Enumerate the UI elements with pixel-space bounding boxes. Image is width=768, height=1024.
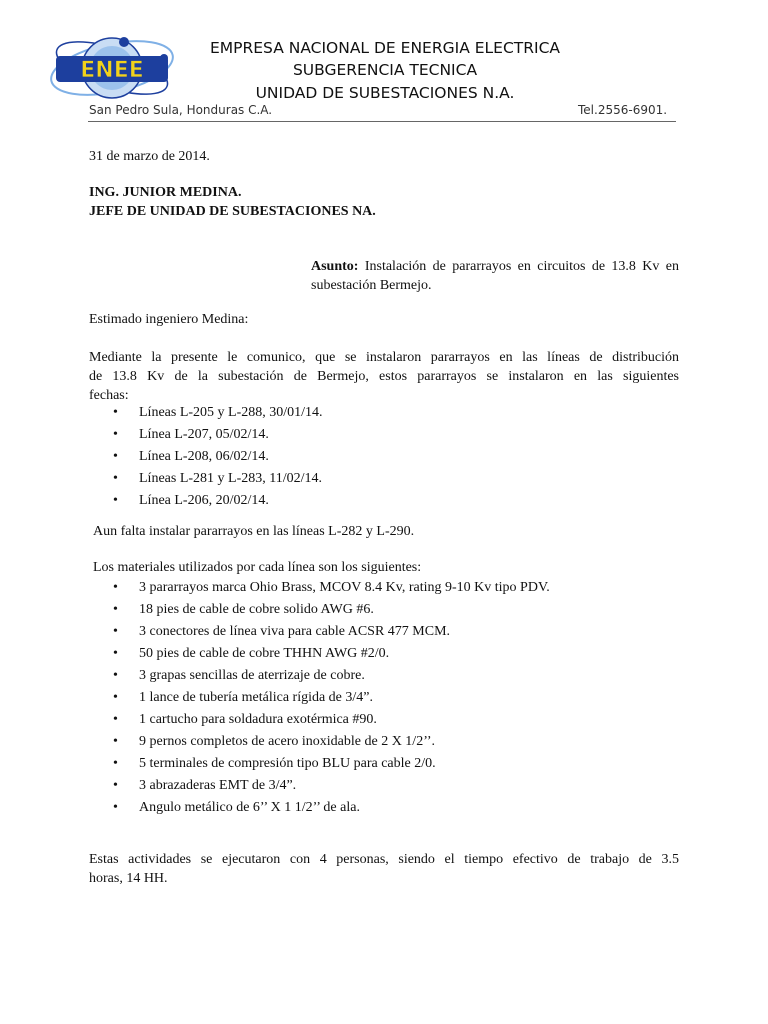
bullet-icon: • [113, 756, 118, 771]
location: San Pedro Sula, Honduras C.A. [89, 103, 273, 117]
bullet-icon: • [113, 449, 118, 464]
list-item: • Línea L-206, 20/02/14. [113, 490, 323, 512]
bullet-icon: • [113, 712, 118, 727]
bullet-icon: • [113, 668, 118, 683]
bullet-icon: • [113, 427, 118, 442]
bullet-icon: • [113, 602, 118, 617]
unit-name: UNIDAD DE SUBESTACIONES N.A. [255, 84, 515, 102]
intro-line-2: de 13.8 Kv de la subestación de Bermejo, estos pararrayos se instalaron en las siguientes [89, 369, 679, 384]
greeting: Estimado ingeniero Medina: [89, 312, 249, 327]
bullet-icon: • [113, 405, 118, 420]
list-item: • 3 grapas sencillas de aterrizaje de cobre. [113, 665, 550, 687]
bullet-icon: • [113, 624, 118, 639]
installations-list [113, 402, 323, 512]
pending-note: Aun falta instalar pararrayos en las líneas L-282 y L-290. [93, 524, 415, 539]
closing-line-2: horas, 14 HH. [89, 871, 168, 886]
letter-date: 31 de marzo de 2014. [89, 149, 210, 164]
list-item: • 18 pies de cable de cobre solido AWG #6. [113, 599, 550, 621]
closing-line-1: Estas actividades se ejecutaron con 4 personas, siendo el tiempo efectivo de trabajo de 3.5 [89, 852, 679, 867]
bullet-icon: • [113, 471, 118, 486]
recipient-title: JEFE DE UNIDAD DE SUBESTACIONES NA. [89, 204, 376, 219]
header-divider [88, 121, 676, 122]
recipient-name: ING. JUNIOR MEDINA. [89, 185, 242, 200]
list-item: • 50 pies de cable de cobre THHN AWG #2/0. [113, 643, 550, 665]
list-item: • 3 pararrayos marca Ohio Brass, MCOV 8.4 Kv, rating 9-10 Kv tipo PDV. [113, 577, 550, 599]
bullet-icon: • [113, 646, 118, 661]
list-item: • Línea L-207, 05/02/14. [113, 424, 323, 446]
materials-intro: Los materiales utilizados por cada línea son los siguientes: [93, 560, 422, 575]
bullet-icon: • [113, 800, 118, 815]
bullet-icon: • [113, 580, 118, 595]
subject-text: Instalación de pararrayos en circuitos de 13.8 Kv en subestación Bermejo. [311, 259, 679, 293]
intro-line-1: Mediante la presente le comunico, que se instalaron pararrayos en las líneas de distribución [89, 350, 679, 365]
materials-list [113, 577, 550, 819]
company-name: EMPRESA NACIONAL DE ENERGIA ELECTRICA [209, 39, 560, 57]
bullet-icon: • [113, 778, 118, 793]
closing-paragraph [89, 850, 679, 888]
subject-block [311, 257, 679, 295]
list-item: • 3 conectores de línea viva para cable ACSR 477 MCM. [113, 621, 550, 643]
list-item: • 9 pernos completos de acero inoxidable de 2 X 1/2’’. [113, 731, 550, 753]
list-item: • Líneas L-205 y L-288, 30/01/14. [113, 402, 323, 424]
list-item: • Línea L-208, 06/02/14. [113, 446, 323, 468]
list-item: • 5 terminales de compresión tipo BLU para cable 2/0. [113, 753, 550, 775]
subject-label: Asunto: [311, 259, 359, 274]
intro-paragraph [89, 348, 679, 405]
list-item: • 1 lance de tubería metálica rígida de 3/4”. [113, 687, 550, 709]
list-item: • Líneas L-281 y L-283, 11/02/14. [113, 468, 323, 490]
svg-text:ENEE: ENEE [80, 58, 144, 83]
list-item: • Angulo metálico de 6’’ X 1 1/2’’ de ala. [113, 797, 550, 819]
bullet-icon: • [113, 690, 118, 705]
enee-logo [40, 28, 180, 108]
list-item: • 3 abrazaderas EMT de 3/4”. [113, 775, 550, 797]
bullet-icon: • [113, 493, 118, 508]
intro-line-3: fechas: [89, 388, 129, 403]
department-name: SUBGERENCIA TECNICA [292, 61, 478, 79]
phone: Tel.2556-6901. [578, 103, 668, 117]
list-item: • 1 cartucho para soldadura exotérmica #90. [113, 709, 550, 731]
bullet-icon: • [113, 734, 118, 749]
